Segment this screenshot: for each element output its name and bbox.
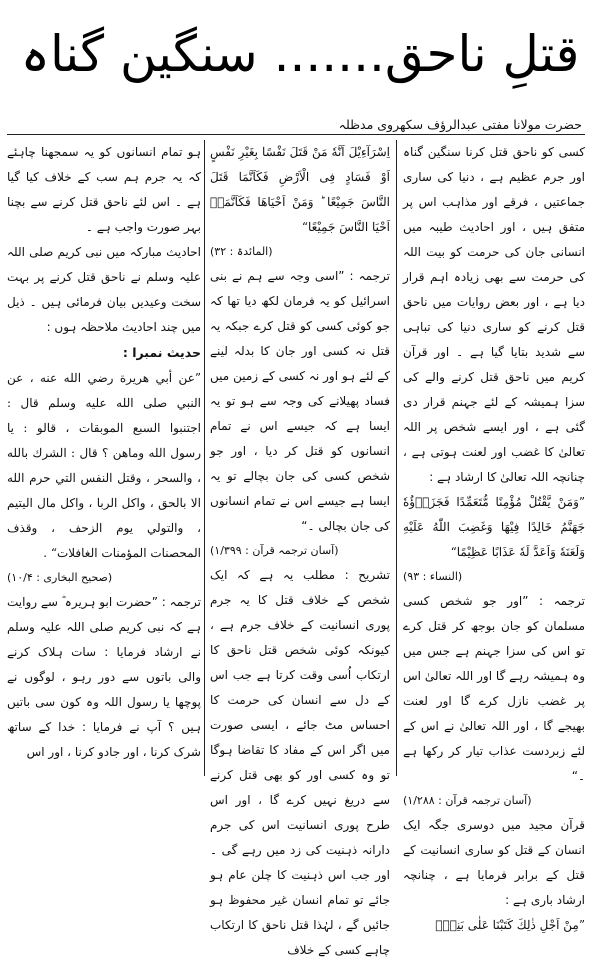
column-right xyxy=(403,140,585,932)
column-divider-right xyxy=(396,140,397,776)
paragraph: ترجمہ : ”اسی وجہ سے ہم نے بنی اسرائیل کو یہ فرمان لکھ دیا تھا کہ جو کوئی کسی کو قتل کرے جبکہ یہ قتل نہ کسی اور جان کا بدلہ لینے کے لئے ہو اور نہ کسی کے زمین میں فساد پھیلانے کی وجہ سے ہو تو یہ ایسا ہے کہ جیسے اس نے تمام انسانوں کو قتل کر دیا ، اور جو شخص کسی کی جان بچالے تو یہ ایسا ہے جیسے اس نے تمام انسانوں کی جان بچالی ۔“ xyxy=(210,269,390,533)
column-middle xyxy=(210,140,390,957)
paragraph: ترجمہ : ”حضرت ابو ہریرہ ؓ سے روایت ہے کہ نبی کریم صلی اللہ علیہ وسلم نے ارشاد فرمایا : سات ہلاک کرنے والی باتوں سے دور رہو ، لوگوں نے پوچھا یا رسول اللہ وہ کون سی باتیں ہیں ؟ آپ نے فرمایا : خدا کے ساتھ شرک کرنا ، اور جادو کرنا ، اور اس xyxy=(7,595,201,759)
verse-reference: (المائدۃ : ۳۲) xyxy=(210,245,273,258)
quran-verse: اِسْرَآءِیْلَ اَنَّهٗ مَنْ قَتَلَ نَفْسًا بِغَیْرِ نَفْسٍ اَوْ فَسَادٍ فِی الْاَرْضِ فَكَاَنَّمَا قَتَلَ النَّاسَ جَمِیْعًا ؕ وَمَنْ اَحْیَاهَا فَكَاَنَّمَاۤ اَحْیَا النَّاسَ جَمِیْعًا“ xyxy=(210,145,390,234)
paragraph: کسی کو ناحق قتل کرنا سنگین گناہ اور جرم عظیم ہے ، دنیا کی ساری جماعتیں ، فرقے اور مذاہب اس پر متفق ہیں ، اور احادیث طیبہ میں انسانی جان کی حرمت کو بیت اللہ کی حرمت سے بھی زیادہ اہم قرار دیا ہے ، اور بعض روایات میں ناحق قتل کرنے کو ساری دنیا کی تباہی سے شدید بتایا گیا ہے ۔ اور قرآن کریم میں ناحق قتل کرنے والے کی سزا ہمیشہ کے لئے جہنم قرار دی گئی ہے ، اور ایسے شخص پر اللہ تعالیٰ کا غضب اور لعنت ہوتی ہے ، چنانچہ اللہ تعالیٰ کا ارشاد ہے : xyxy=(403,145,585,484)
paragraph: احادیث مبارکہ میں نبی کریم صلی اللہ علیہ وسلم نے ناحق قتل کرنے پر بہت سخت وعیدیں بیان فرمائی ہیں ۔ ذیل میں چند احادیث ملاحظہ ہوں : xyxy=(7,245,201,334)
hadith-reference: (صحیح البخاری : ۱۰/۴) xyxy=(7,571,113,584)
source-reference: (آسان ترجمہ قرآن : ۱/۲۸۸) xyxy=(403,794,532,807)
header-divider xyxy=(7,134,585,135)
hadith-heading: حدیث نمبرا : xyxy=(122,345,201,360)
hadith-arabic: ”عن أبي هريرة رضي الله عنه ، عن النبي صلى الله عليه وسلم قال : اجتنبوا السبع الموبقات ، قالو : يا رسول الله وماهن ؟ قال : الشرك بالله ، والسحر ، وقتل النفس التي حرم الله الا بالحق ، واكل الربا ، واكل مال اليتيم ، والتولي يوم الزحف ، وقذف المحصنات المؤمنات الغافلات“ . xyxy=(7,371,201,560)
verse-reference: (النساء : ۹۳) xyxy=(403,570,463,583)
article-title: قتلِ ناحق....... سنگین گناہ xyxy=(20,25,580,83)
paragraph: ترجمہ : ”اور جو شخص کسی مسلمان کو جان بوجھ کر قتل کرے تو اس کی سزا جہنم ہے جس میں وہ ہمیشہ رہے گا اور اللہ تعالیٰ اس پر غضب نازل کرے گا اور لعنت بھیجے گا ، اور اللہ تعالیٰ نے اس کے لئے زبردست عذاب تیار کر رکھا ہے ۔“ xyxy=(403,594,585,783)
paragraph: ہو تمام انسانوں کو یہ سمجھنا چاہئے کہ یہ جرم ہم سب کے خلاف کیا گیا ہے ۔ اس لئے ناحق قتل کرنے سے بچنا بہر صورت واجب ہے ۔ xyxy=(7,145,201,234)
author-line: حضرت مولانا مفتی عبدالرؤف سکھروی مدظلہ xyxy=(338,117,582,132)
paragraph: تشریح : مطلب یہ ہے کہ ایک شخص کے خلاف قتل کا یہ جرم پوری انسانیت کے خلاف جرم ہے ، کیونکہ کوئی شخص قتل ناحق کا ارتکاب اُسی وقت کرتا ہے جب اس کے دل سے انسان کی حرمت کا احساس مٹ جائے ، ایسی صورت میں اگر اس کے مفاد کا تقاضا ہوگا تو وہ کسی اور کو بھی قتل کرنے سے دریغ نہیں کرے گا ، اور اس طرح پوری انسانیت اس کی جرم دارانہ ذہنیت کی زد میں رہے گی ۔ اور جب اس ذہنیت کا چلن عام ہو جائے تو تمام انسان غیر محفوظ ہو جائیں گے ، لہٰذا قتل ناحق کا ارتکاب چاہے کسی کے خلاف xyxy=(210,568,390,957)
quran-verse: ”مِنْ اَجْلِ ذٰلِكَ كَتَبْنَا عَلٰى بَنِیْۤ xyxy=(435,918,585,932)
quran-verse: ”وَمَنْ یَّقْتُلْ مُؤْمِنًا مُّتَعَمِّدًا فَجَزَاۤؤُهٗ جَهَنَّمُ خَالِدًا فِیْهَا وَغَضِبَ اللّٰهُ عَلَیْهِ وَلَعَنَهٗ وَاَعَدَّ لَهٗ عَذَابًا عَظِیْمًا“ xyxy=(403,495,585,559)
source-reference: (آسان ترجمہ قرآن : ۱/۳۹۹) xyxy=(210,544,339,557)
column-divider-left xyxy=(204,140,205,776)
paragraph: قرآن مجید میں دوسری جگہ ایک انسان کے قتل کو ساری انسانیت کے قتل کے برابر فرمایا ہے ، چنانچہ ارشاد باری ہے : xyxy=(403,818,585,907)
column-left xyxy=(7,140,201,780)
